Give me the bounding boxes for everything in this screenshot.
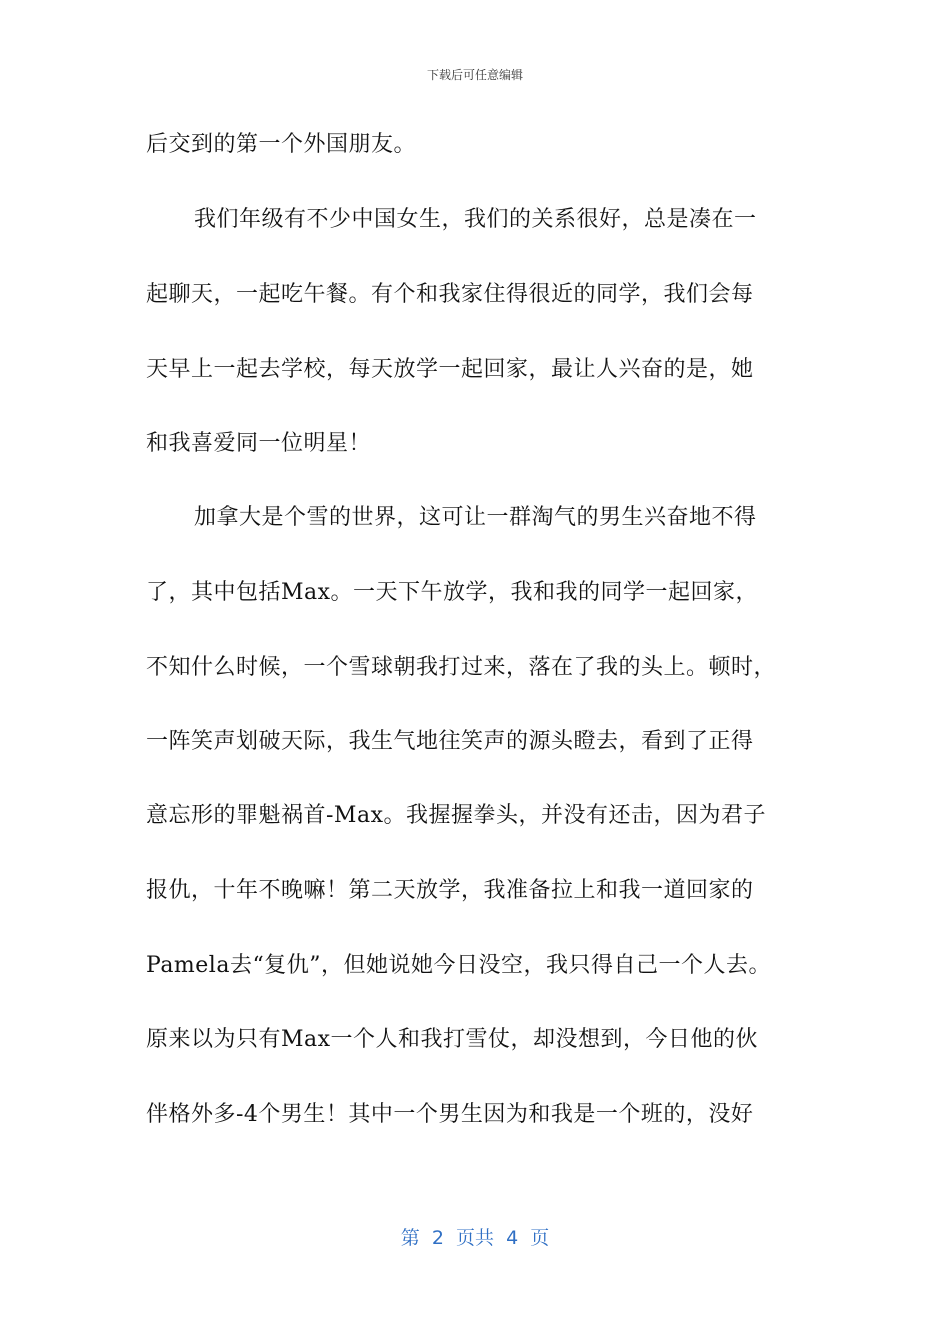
text-line: 起聊天，一起吃午餐。有个和我家住得很近的同学，我们会每 <box>146 282 754 307</box>
text-line: 加拿大是个雪的世界，这可让一群淘气的男生兴奋地不得 <box>194 505 757 530</box>
text-line: 后交到的第一个外国朋友。 <box>146 132 417 157</box>
text-line: 不知什么时候，一个雪球朝我打过来，落在了我的头上。顿时， <box>146 655 777 680</box>
text-line: 了，其中包括Max。一天下午放学，我和我的同学一起回家， <box>146 580 759 605</box>
page-header: 下载后可任意编辑 <box>426 68 523 82</box>
text-line: 和我喜爱同一位明星！ <box>146 431 372 456</box>
text-line: 一阵笑声划破天际，我生气地往笑声的源头瞪去，看到了正得 <box>146 729 754 754</box>
text-line: 我们年级有不少中国女生，我们的关系很好，总是凑在一 <box>194 207 757 232</box>
text-line: 伴格外多-4个男生！其中一个男生因为和我是一个班的，没好 <box>146 1102 754 1127</box>
page-number-footer: 第 2 页共 4 页 <box>400 1227 550 1249</box>
text-line: 报仇，十年不晚嘛！第二天放学，我准备拉上和我一道回家的 <box>146 878 754 903</box>
text-line: 原来以为只有Max一个人和我打雪仗，却没想到，今日他的伙 <box>146 1027 759 1052</box>
text-line: Pamela去“复仇”，但她说她今日没空，我只得自己一个人去。 <box>146 953 771 978</box>
text-line: 天早上一起去学校，每天放学一起回家，最让人兴奋的是，她 <box>146 357 754 382</box>
text-line: 意忘形的罪魁祸首-Max。我握握拳头，并没有还击，因为君子 <box>146 803 766 828</box>
